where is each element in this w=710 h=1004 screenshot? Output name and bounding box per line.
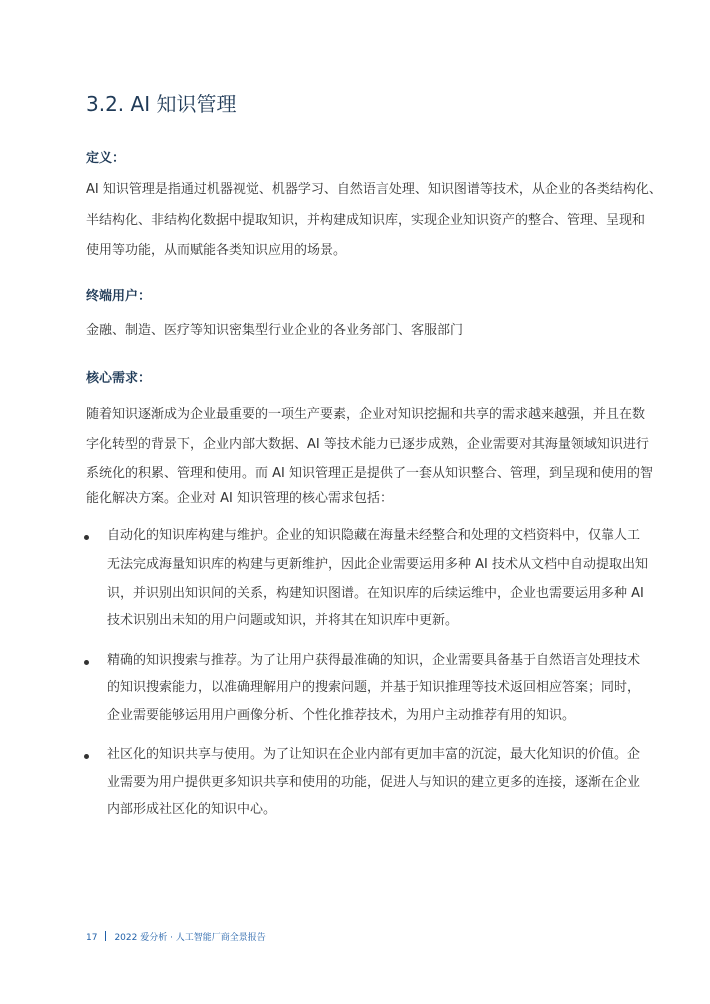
bullet-line: 技术识别出未知的用户问题或知识，并将其在知识库中更新。 <box>107 613 459 628</box>
bullet-line: 识，并识别出知识间的关系，构建知识图谱。在知识库的后续运维中，企业也需要运用多种 AI <box>107 586 644 601</box>
bullet-dot <box>84 754 89 759</box>
end-users-heading: 终端用户： <box>86 289 152 304</box>
page-number: 17 <box>86 933 98 943</box>
definition-line: 半结构化、非结构化数据中提取知识，并构建成知识库，实现企业知识资产的整合、管理、呈现和 <box>86 213 646 228</box>
bullet-line: 的知识搜索能力，以准确理解用户的搜索问题，并基于知识推理等技术返回相应答案；同时， <box>107 680 641 695</box>
end-users-line: 金融、制造、医疗等知识密集型行业企业的各业务部门、客服部门 <box>86 323 464 338</box>
bullet-line: 内部形成社区化的知识中心。 <box>107 802 277 817</box>
page-footer <box>86 931 266 945</box>
definition-line: AI 知识管理是指通过机器视觉、机器学习、自然语言处理、知识图谱等技术，从企业的各类结构化、 <box>86 182 662 197</box>
definition-heading: 定义： <box>86 151 126 166</box>
bullet-line: 自动化的知识库构建与维护。企业的知识隐藏在海量未经整合和处理的文档资料中，仅靠人工 <box>107 528 641 543</box>
bullet-line: 业需要为用户提供更多知识共享和使用的功能，促进人与知识的建立更多的连接，逐渐在企业 <box>107 775 641 790</box>
bullet-line: 无法完成海量知识库的构建与更新维护，因此企业需要运用多种 AI 技术从文档中自动提取出知 <box>107 557 648 572</box>
bullet-line: 社区化的知识共享与使用。为了让知识在企业内部有更加丰富的沉淀，最大化知识的价值。企 <box>107 747 641 762</box>
core-needs-line: 字化转型的背景下，企业内部大数据、AI 等技术能力已逐步成熟，企业需要对其海量领域知识进行 <box>86 437 649 452</box>
bullet-line: 企业需要能够运用用户画像分析、个性化推荐技术，为用户主动推荐有用的知识。 <box>107 708 576 723</box>
bullet-line: 精确的知识搜索与推荐。为了让用户获得最准确的知识，企业需要具备基于自然语言处理技术 <box>107 653 641 668</box>
report-title: 2022 爱分析 · 人工智能厂商全景报告 <box>114 933 266 943</box>
core-needs-line: 随着知识逐渐成为企业最重要的一项生产要素，企业对知识挖掘和共享的需求越来越强，并且在数 <box>86 407 646 422</box>
core-needs-heading: 核心需求： <box>86 371 152 386</box>
section-title: 3.2. AI 知识管理 <box>86 92 237 116</box>
bullet-dot <box>84 535 89 540</box>
bullet-dot <box>84 660 89 665</box>
core-needs-line: 能化解决方案。企业对 AI 知识管理的核心需求包括： <box>86 491 393 506</box>
core-needs-line: 系统化的积累、管理和使用。而 AI 知识管理正是提供了一套从知识整合、管理，到呈现和使用的智 <box>86 466 653 481</box>
definition-line: 使用等功能，从而赋能各类知识应用的场景。 <box>86 243 347 258</box>
footer-divider <box>105 931 106 941</box>
